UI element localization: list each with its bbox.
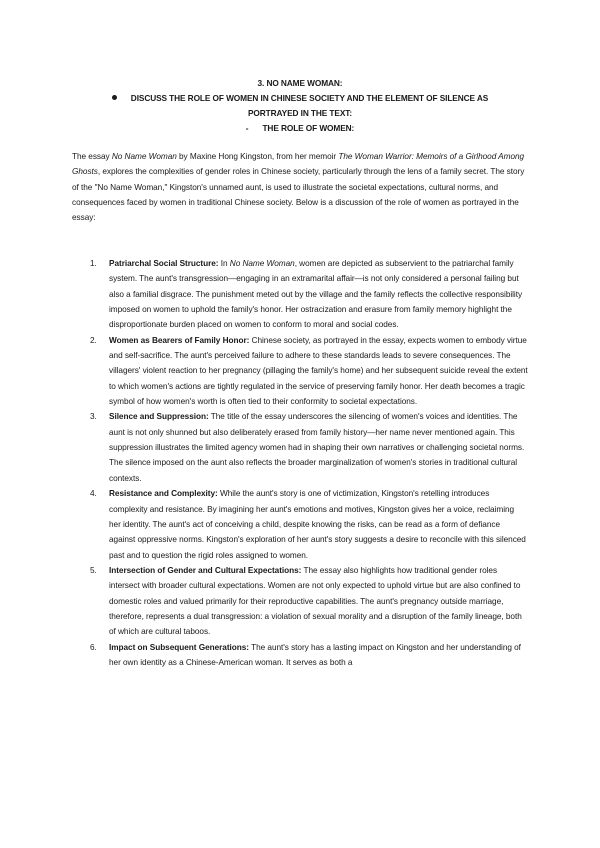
- memoir-title: The Woman Warrior: Memoirs of a Girlhood Among Ghosts: [72, 152, 525, 177]
- question-heading-continued: [60, 106, 540, 121]
- item-number: 3.: [90, 412, 97, 422]
- item-title: Silence and Suppression:: [109, 412, 209, 422]
- item-text: The aunt's story has a lasting impact on Kingston and her understanding of her own identity as a Chinese-American woman. It serves as both a: [109, 642, 521, 667]
- intro-text: by Maxine Hong Kingston, from her memoir: [176, 152, 339, 161]
- subheading-text: THE ROLE OF WOMEN:: [262, 123, 355, 133]
- list-item: [72, 640, 528, 671]
- question-heading: [60, 91, 540, 106]
- list-item: [72, 409, 528, 486]
- intro-text: , explores the complexities of gender roles in Chinese society, particularly through the lens of a family secret. The story of the "No Name Woman," Kingston's unnamed aunt, is used to illustrate the societal expectations, cultural norms, and consequences faced by women in traditional Chinese society. Below is a discussion of the role of women as portrayed in the essay:: [72, 167, 525, 223]
- item-italic: No Name Woman: [229, 259, 295, 268]
- item-number: 6.: [90, 642, 97, 652]
- item-text: The title of the essay underscores the silencing of women's voices and identities. The aunt is not only shunned but also deliberately erased from family history—her name never mentioned again. This suppression illustrates the limited agency women had in shaping their own narratives or challenging societal norms. The silence imposed on the aunt also reflects the broader marginalization of women's stories in traditional cultural contexts.: [109, 412, 525, 483]
- item-text: While the aunt's story is one of victimization, Kingston's retelling introduces complexity and resistance. By imagining her aunt's emotions and motives, Kingston gives her a voice, reclaiming her identity. The aunt's act of conceiving a child, despite knowing the risks, can be read as a form of defiance against oppressive norms. Kingston's exploration of her aunt's story suggests a desire to reconcile with this silenced past and to question the rigid roles assigned to women.: [109, 489, 526, 560]
- list-item: [72, 333, 528, 410]
- item-number: 5.: [90, 565, 97, 575]
- bullet-icon: [112, 95, 117, 100]
- item-number: 2.: [90, 335, 97, 345]
- item-title: Intersection of Gender and Cultural Expectations:: [109, 565, 302, 575]
- role-list: [72, 256, 528, 670]
- intro-text: The essay: [72, 152, 112, 161]
- list-item: [72, 486, 528, 563]
- intro-paragraph: [72, 149, 528, 226]
- subheading: [60, 121, 540, 136]
- item-title: Women as Bearers of Family Honor:: [109, 335, 250, 345]
- list-item: [72, 256, 528, 333]
- item-title: Resistance and Complexity:: [109, 489, 218, 499]
- item-number: 4.: [90, 489, 97, 499]
- item-title: Patriarchal Social Structure:: [109, 259, 219, 268]
- item-text: , women are depicted as subservient to the patriarchal family system. The aunt's transgression—engaging in an extramarital affair—is not only considered a personal failing but also a familial disgrace. The punishment meted out by the village and the family reflects the collective responsibility imposed on women to uphold the family's honor. Her ostracization and erasure from family memory highlight the disproportionate burden placed on women to conform to moral and social codes.: [109, 259, 523, 330]
- item-number: 1.: [90, 259, 97, 268]
- item-text: Chinese society, as portrayed in the essay, expects women to embody virtue and self-sacrifice. The aunt's perceived failure to adhere to these standards leads to severe consequences. The villagers' violent reaction to her pregnancy (pillaging the family's home) and her subsequent suicide reveal the extent to which women's actions are tightly regulated in the service of preserving family honor. Her death becomes a tragic symbol of how women's worth is often tied to their conformity to societal expectations.: [109, 335, 528, 407]
- item-text: The essay also highlights how traditional gender roles intersect with broader cultural expectations. Women are not only expected to uphold virtue but are also confined to domestic roles and valued primarily for their reproductive capabilities. The aunt's pregnancy outside marriage, therefore, represents a dual transgression: a violation of sexual morality and a disruption of the family lineage, both of which are cultural taboos.: [109, 565, 522, 637]
- heading-text: 3. NO NAME WOMAN:: [257, 78, 343, 88]
- section-heading: [60, 76, 540, 91]
- question-text-line2: PORTRAYED IN THE TEXT:: [248, 108, 352, 118]
- item-text: In: [218, 259, 230, 268]
- dash-marker: -: [245, 123, 249, 133]
- item-title: Impact on Subsequent Generations:: [109, 642, 249, 652]
- list-item: [72, 563, 528, 640]
- essay-title: No Name Woman: [111, 152, 177, 161]
- question-text-line1: DISCUSS THE ROLE OF WOMEN IN CHINESE SOCIETY AND THE ELEMENT OF SILENCE AS: [130, 93, 489, 103]
